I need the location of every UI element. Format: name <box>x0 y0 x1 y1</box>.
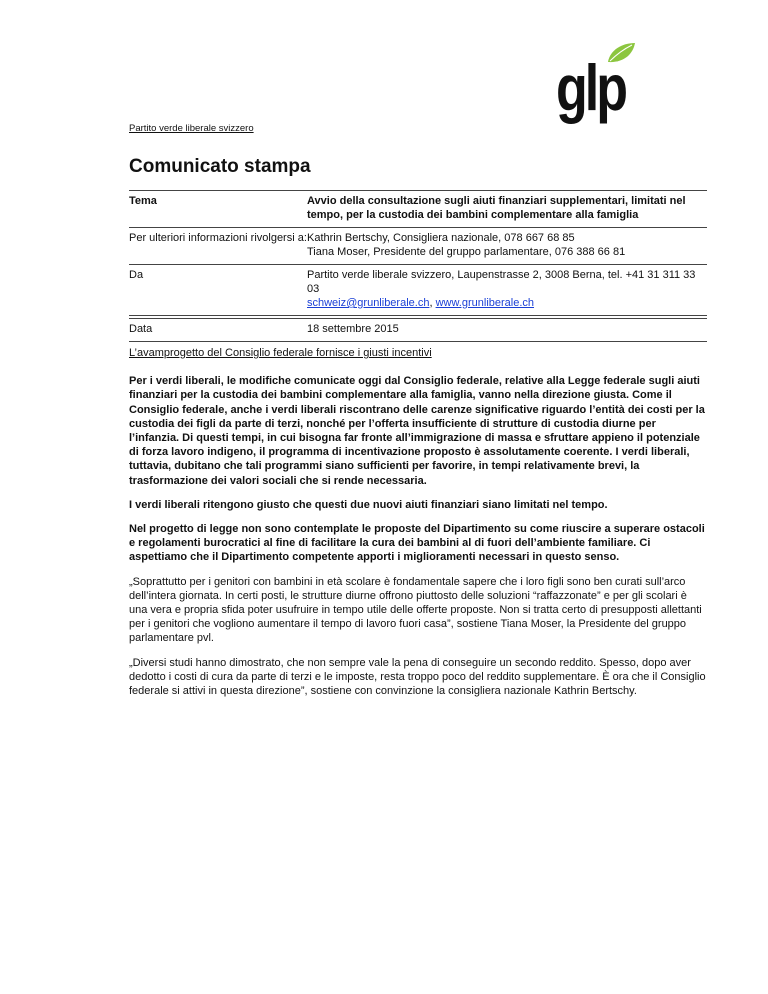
meta-key: Da <box>129 269 144 281</box>
meta-key: Tema <box>129 195 157 207</box>
quote-paragraph: „Soprattutto per i genitori con bambini in età scolare è fondamentale sapere che i loro figli sono ben curati sull’arco dell’intera giornata. In certi posti, le strutture diurne offrono piuttosto delle soluzioni “raffazzonate” e per gli scolari è una vera e propria sfida poter usufruire in tempo utile delle offerte proposte. Non si tratta certo di presupposti allettanti per i genitori che vogliono aumentare il tempo di lavoro fuori casa”, sostiene Tiana Moser, la Presidente del gruppo parlamentare pvl. <box>129 575 702 645</box>
meta-value-line: tempo, per la custodia dei bambini complementare alla famiglia <box>307 209 639 221</box>
logo-text: glp <box>556 52 625 125</box>
paragraph: Nel progetto di legge non sono contemplate le proposte del Dipartimento su come riuscire a superare ostacoli e regolamenti burocratici al fine di facilitare la cura dei bambini al di fuori dell’ambiente familiare. Ci aspettiamo che il Dipartimento competente apporti i miglioramenti necessari in questo senso. <box>129 523 705 564</box>
meta-value: 18 settembre 2015 <box>307 323 399 335</box>
meta-key: Data <box>129 323 153 335</box>
meta-value <box>307 228 707 265</box>
link-separator: , <box>429 297 436 309</box>
article-body <box>129 346 707 708</box>
paragraph: I verdi liberali ritengono giusto che questi due nuovi aiuti finanziari siano limitati nel tempo. <box>129 498 608 511</box>
meta-row-tema <box>129 191 707 228</box>
meta-value <box>307 191 707 228</box>
party-name: Partito verde liberale svizzero <box>129 123 254 134</box>
meta-row-data <box>129 319 707 342</box>
meta-value-line: Kathrin Bertschy, Consigliera nazionale, 078 667 68 85 <box>307 232 575 244</box>
page-title: Comunicato stampa <box>129 156 311 177</box>
glp-logo <box>556 42 636 125</box>
meta-value-line: Tiana Moser, Presidente del gruppo parlamentare, 076 388 66 81 <box>307 246 626 258</box>
meta-value-line: Avvio della consultazione sugli aiuti finanziari supplementari, limitati nel <box>307 195 686 207</box>
meta-value-line: Partito verde liberale svizzero, Laupenstrasse 2, 3008 Berna, tel. +41 31 311 33 03 <box>307 269 696 295</box>
meta-row-da <box>129 265 707 316</box>
meta-key: Per ulteriori informazioni rivolgersi a: <box>129 232 307 244</box>
paragraph: Per i verdi liberali, le modifiche comunicate oggi dal Consiglio federale, relative alla Legge federale sugli aiuti finanziari per la custodia dei bambini complementare alla famiglia, vanno nella direzione giusta. Come il Consiglio federale, anche i verdi liberali riscontrano delle carenze significative riguardo l’entità dei costi per la custodia dei figli da parte di terzi, nonché per l’offerta insufficiente di strutture di custodia diurne per l’infanzia. Di questi tempi, in cui bisogna far fronte all’immigrazione di massa e sfruttare appieno il potenziale di forza lavoro indigeno, il programma di incentivazione proposto è assolutamente coerente. I verdi liberali, tuttavia, dubitano che tali programmi siano sufficienti per favorire, in tempi relativamente brevi, la trasformazione dei valori sociali che si rende necessaria. <box>129 375 705 487</box>
meta-row-contact <box>129 228 707 265</box>
meta-table <box>129 190 707 342</box>
email-link[interactable]: schweiz@grunliberale.ch <box>307 297 430 309</box>
meta-value <box>307 265 707 316</box>
quote-paragraph: „Diversi studi hanno dimostrato, che non sempre vale la pena di conseguire un secondo reddito. Spesso, dopo aver dedotto i costi di cura da parte di terzi e le imposte, resta troppo poco del reddito supplementare. È ora che il Consiglio federale si attivi in questa direzione”, sostiene con convinzione la consigliera nazionale Kathrin Bertschy. <box>129 656 706 698</box>
website-link[interactable]: www.grunliberale.ch <box>435 297 535 309</box>
article-subtitle: L’avamprogetto del Consiglio federale fornisce i giusti incentivi <box>129 347 432 359</box>
